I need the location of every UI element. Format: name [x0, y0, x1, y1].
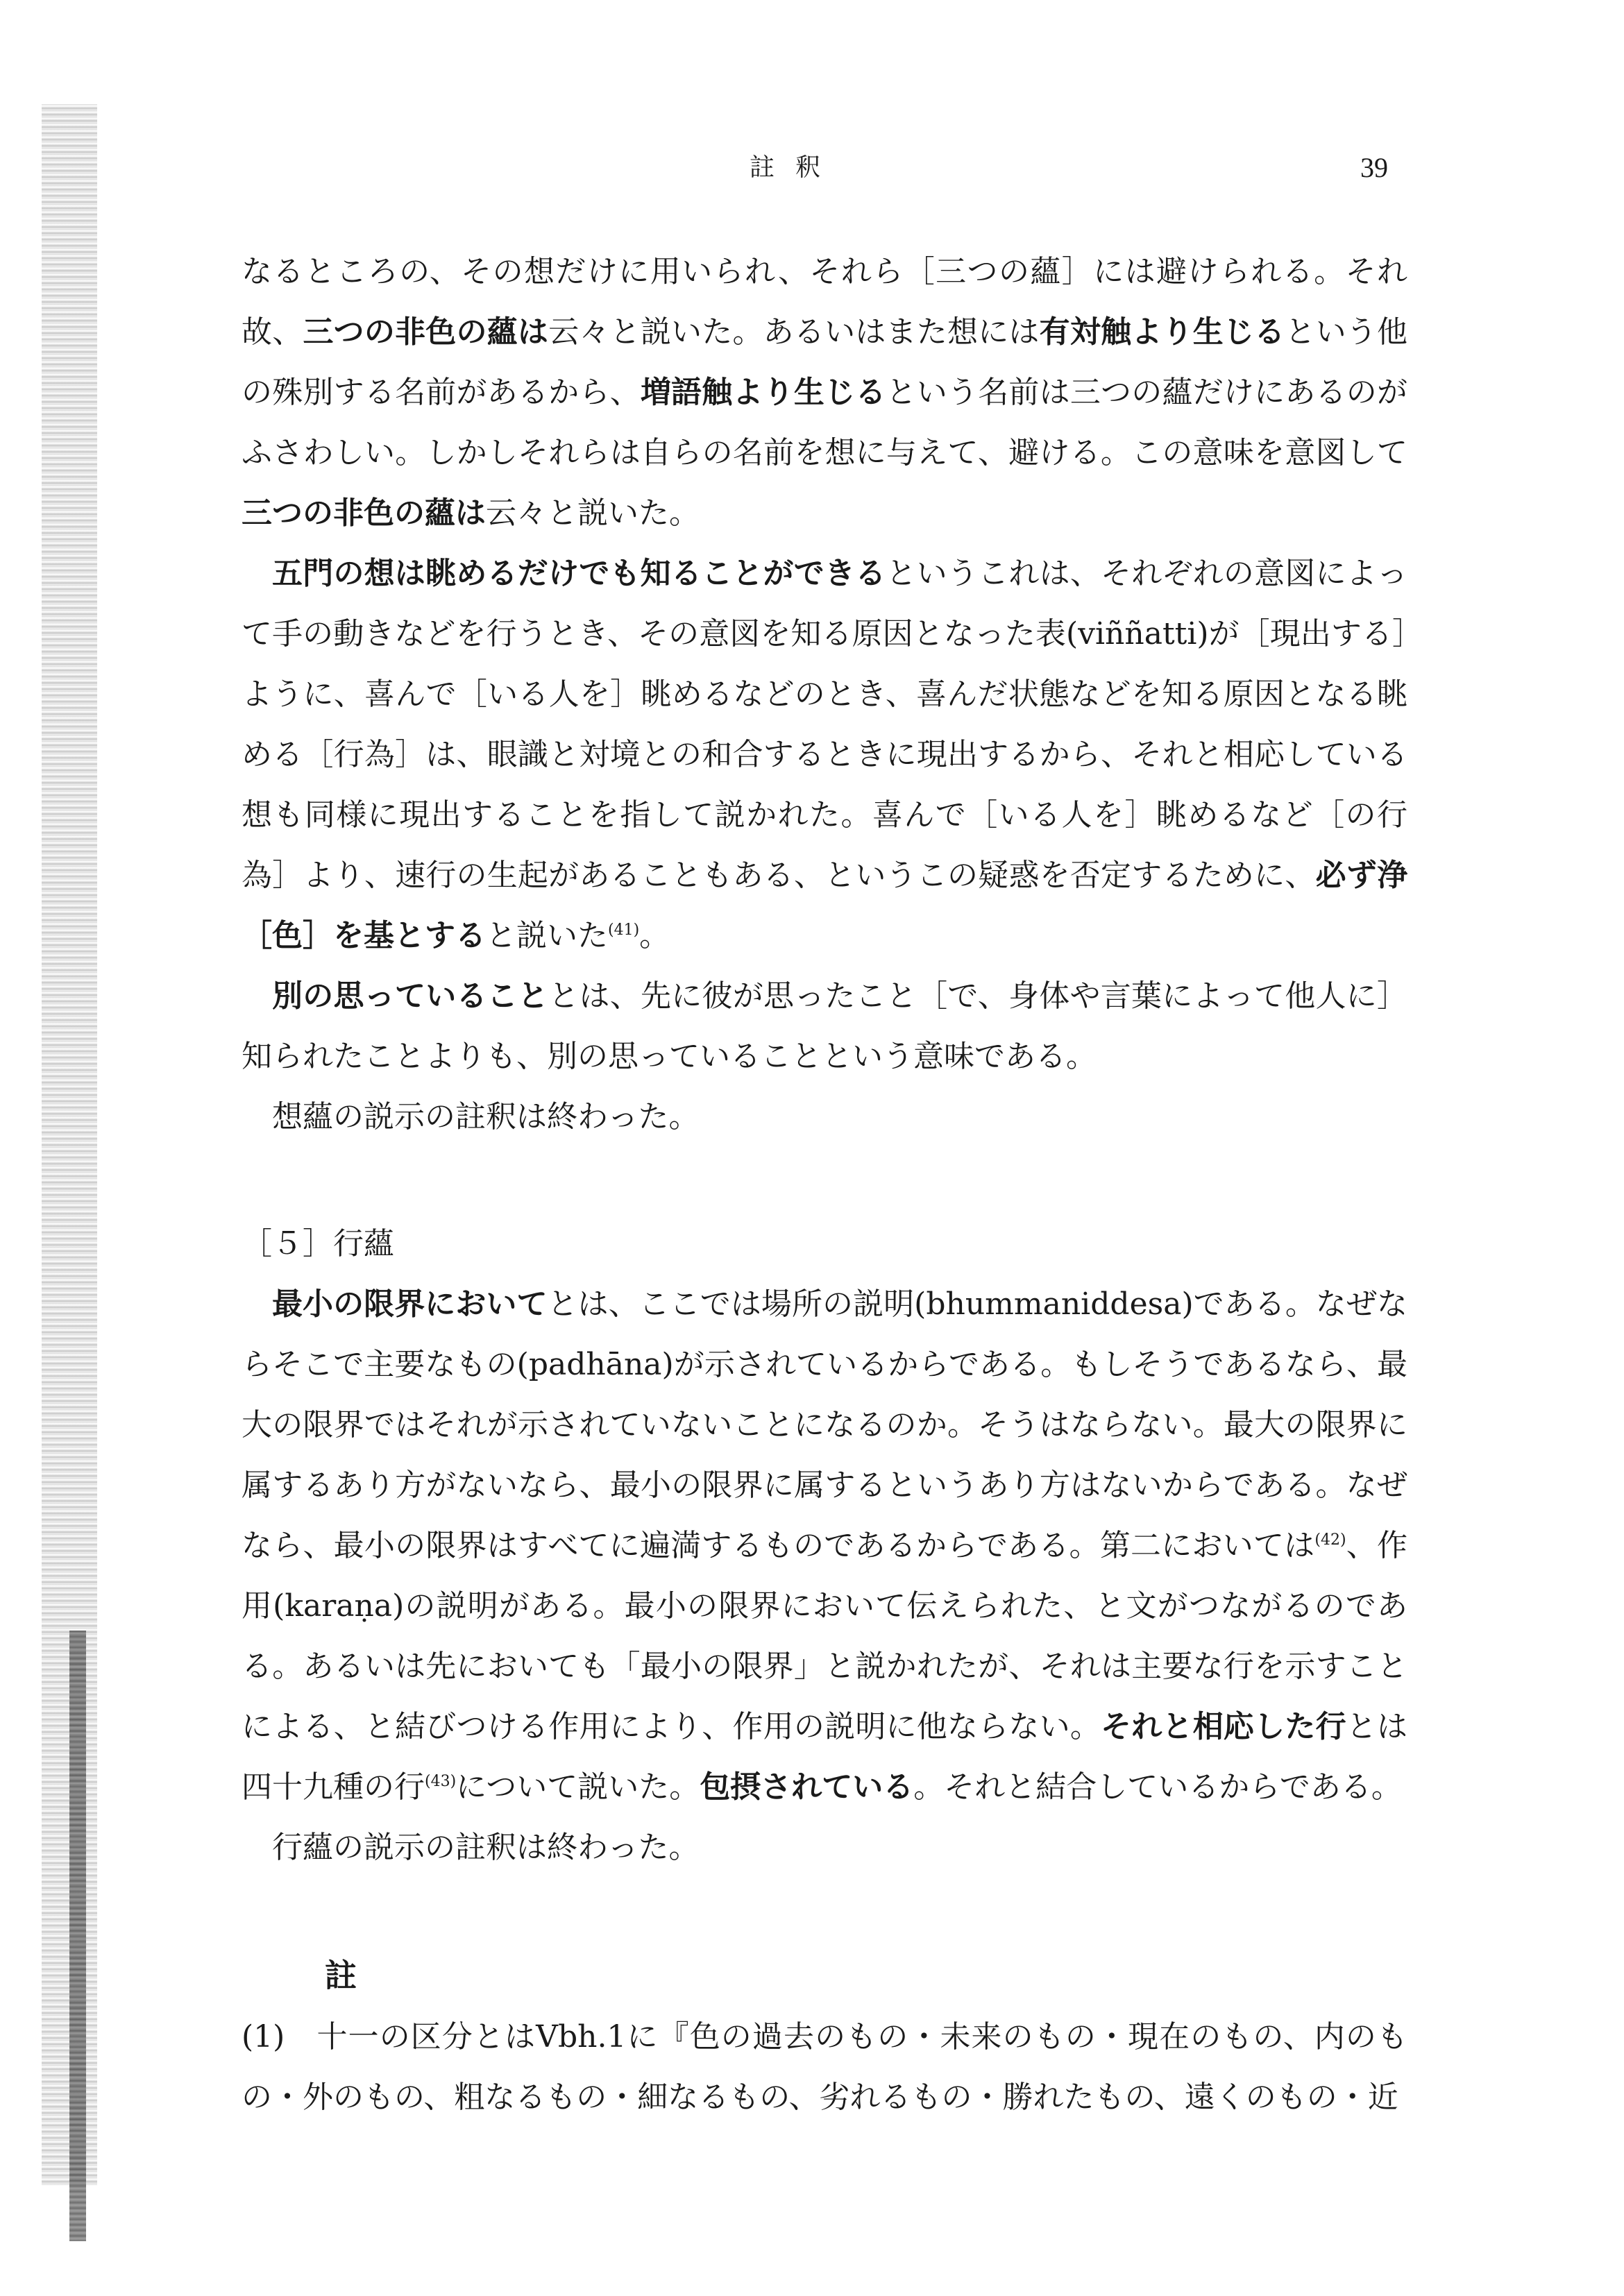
bold-term: 三つの非色の蘊は: [242, 495, 486, 531]
bold-term: 三つの非色の蘊は: [303, 314, 549, 350]
note-item: [242, 2007, 1407, 2127]
page-number: 39: [1360, 152, 1388, 183]
footnote-ref: (41): [608, 921, 640, 939]
section-heading: ［５］行蘊: [242, 1226, 394, 1261]
page-header: [0, 147, 1624, 189]
paragraph: 別の思っていることとは、先に彼が思ったこと［で、身体や言葉によって他人に］知られたことよりも、別の思っていることという意味である。: [242, 978, 1407, 1074]
bold-term: それと相応した行: [1101, 1709, 1346, 1744]
bold-term: 五門の想は眺めるだけでも知ることができる: [272, 556, 886, 591]
paragraph: 最小の限界においてとは、ここでは場所の説明(bhummaniddesa)である。なぜならそこで主要なもの(padhāna)が示されているからである。もしそうであるなら、最大の限界ではそれが示されていないことになるのか。そうはならない。最大の限界に属するあり方がないなら、最小の限界に属するというあり方はないからである。なぜなら、最小の限界はすべてに遍満するものであるからである。第二においては$^{(42)}$、作用(karaṇa)の説明がある。最小の限界において伝えられた、と文がつながるのである。あるいは先においても「最小の限界」と説かれたが、それは主要な行を示すことによる、と結びつける作用により、作用の説明に他ならない。それと相応した行とは四十九種の行$^{(43)}$について説いた。包摂されている。それと結合しているからである。: [242, 1286, 1408, 1805]
bold-term: 最小の限界において: [272, 1286, 548, 1322]
bold-term: 必ず浄［色］を基とする: [242, 858, 1408, 953]
book-binding-edge: [69, 1631, 86, 2241]
bold-term: 増語触より生じる: [640, 375, 886, 410]
paragraph: 五門の想は眺めるだけでも知ることができるというこれは、それぞれの意図によって手の動きなどを行うとき、その意図を知る原因となった表(viññatti)が［現出する］ように、喜んで［いる人を］眺めるなどのとき、喜んだ状態などを知る原因となる眺める［行為］は、眼識と対境との和合するときに現出するから、それと相応している想も同様に現出することを指して説かれた。喜んで［いる人を］眺めるなど［の行為］より、速行の生起があることもある、というこの疑惑を否定するために、必ず浄［色］を基とすると説いた$^{(41)}$。: [242, 556, 1408, 953]
running-title: 註釈: [750, 153, 842, 182]
bold-term: 有対触より生じる: [1039, 314, 1285, 350]
paragraph: なるところの、その想だけに用いられ、それら［三つの蘊］には避けられる。それ故、三つの非色の蘊は云々と説いた。あるいはまた想には有対触より生じるという他の殊別する名前があるから、増語触より生じるという名前は三つの蘊だけにあるのがふさわしい。しかしそれらは自らの名前を想に与えて、避ける。この意味を意図して三つの非色の蘊は云々と説いた。: [242, 254, 1408, 531]
note-text: 十一の区分とはVbh.1に『色の過去のもの・未来のもの・現在のもの、内のもの・外のもの、粗なるもの・細なるもの、劣れるもの・勝れたもの、遠くのもの・近: [242, 2019, 1407, 2115]
bold-term: 別の思っていること: [272, 978, 549, 1014]
paragraph: 行蘊の説示の註釈は終わった。: [272, 1830, 700, 1865]
paragraph: 想蘊の説示の註釈は終わった。: [272, 1099, 700, 1134]
footnote-ref: (43): [425, 1773, 457, 1790]
note-marker: (1): [242, 2019, 285, 2055]
body-text: [242, 241, 1407, 2127]
footnote-ref: (42): [1314, 1531, 1346, 1549]
notes-heading: 註: [325, 1957, 357, 1994]
bold-term: 包摂されている: [700, 1769, 914, 1805]
